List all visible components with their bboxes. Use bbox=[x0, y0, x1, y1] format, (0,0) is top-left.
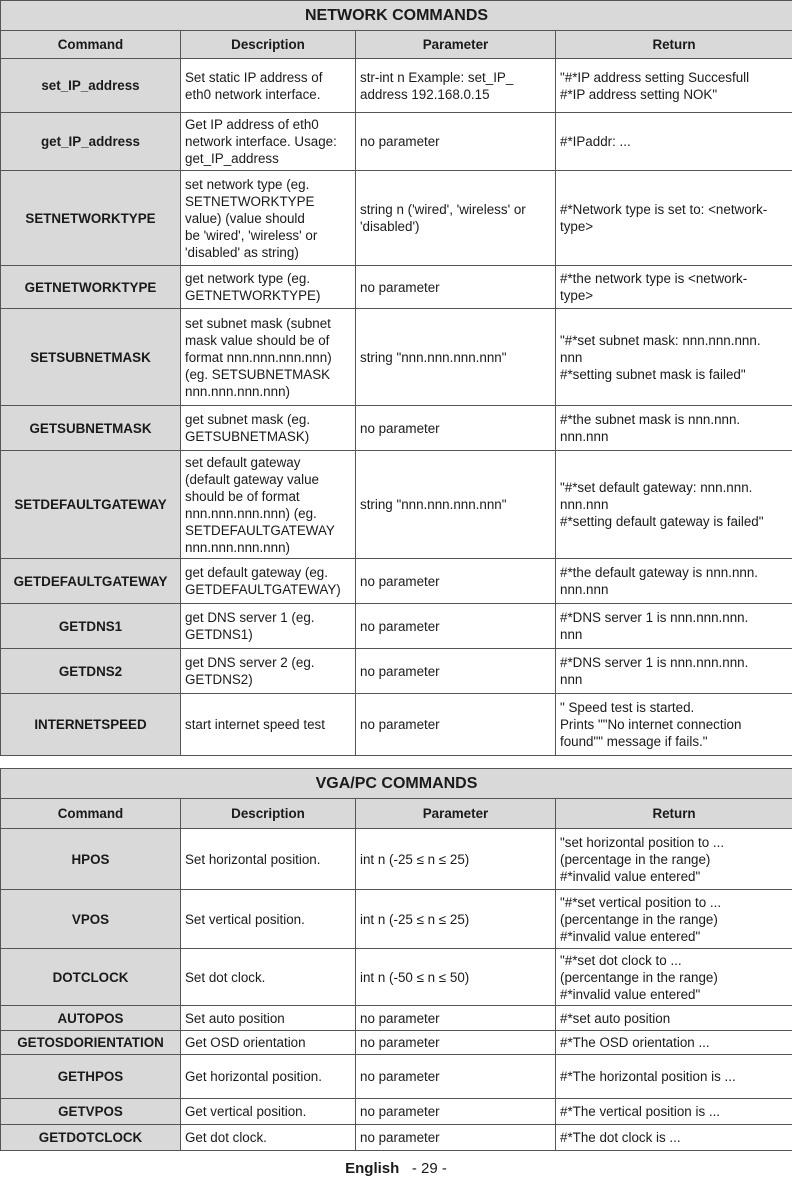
description-cell: start internet speed test bbox=[181, 694, 356, 756]
return-cell: #*set auto position bbox=[556, 1006, 792, 1031]
table-row bbox=[1, 406, 792, 451]
description-cell: Get IP address of eth0 network interface. Usage: get_IP_address bbox=[181, 113, 356, 171]
table-row bbox=[1, 1125, 792, 1151]
table-row bbox=[1, 890, 792, 949]
command-cell: GETVPOS bbox=[1, 1099, 181, 1125]
parameter-cell: no parameter bbox=[356, 266, 556, 309]
command-cell: GETNETWORKTYPE bbox=[1, 266, 181, 309]
parameter-cell: int n (-25 ≤ n ≤ 25) bbox=[356, 890, 556, 949]
parameter-cell: no parameter bbox=[356, 1099, 556, 1125]
parameter-cell: string "nnn.nnn.nnn.nnn" bbox=[356, 309, 556, 406]
description-cell: set subnet mask (subnet mask value should be of format nnn.nnn.nnn.nnn) (eg. SETSUBNETMASK nnn.nnn.nnn.nnn) bbox=[181, 309, 356, 406]
parameter-cell: no parameter bbox=[356, 1006, 556, 1031]
parameter-cell: int n (-25 ≤ n ≤ 25) bbox=[356, 829, 556, 890]
table-row bbox=[1, 59, 792, 113]
return-cell: #*The dot clock is ... bbox=[556, 1125, 792, 1151]
table-row bbox=[1, 171, 792, 266]
table-row bbox=[1, 649, 792, 694]
column-header-command: Command bbox=[1, 799, 181, 829]
parameter-cell: no parameter bbox=[356, 694, 556, 756]
return-cell: #*IPaddr: ... bbox=[556, 113, 792, 171]
return-cell: #*The vertical position is ... bbox=[556, 1099, 792, 1125]
description-cell: Get dot clock. bbox=[181, 1125, 356, 1151]
page-number: - 29 - bbox=[411, 1160, 447, 1177]
footer-language: English bbox=[345, 1160, 400, 1177]
network-table-title: NETWORK COMMANDS bbox=[1, 1, 792, 31]
parameter-cell: string n ('wired', 'wireless' or 'disabled') bbox=[356, 171, 556, 266]
command-cell: VPOS bbox=[1, 890, 181, 949]
command-cell: set_IP_address bbox=[1, 59, 181, 113]
command-cell: get_IP_address bbox=[1, 113, 181, 171]
column-header-description: Description bbox=[181, 31, 356, 59]
parameter-cell: no parameter bbox=[356, 604, 556, 649]
table-row bbox=[1, 266, 792, 309]
table-row bbox=[1, 309, 792, 406]
return-cell: "#*IP address setting Succesfull #*IP address setting NOK" bbox=[556, 59, 792, 113]
table-row bbox=[1, 1099, 792, 1125]
description-cell: Get OSD orientation bbox=[181, 1031, 356, 1055]
command-cell: GETDNS1 bbox=[1, 604, 181, 649]
return-cell: #*the subnet mask is nnn.nnn. nnn.nnn bbox=[556, 406, 792, 451]
return-cell: "#*set subnet mask: nnn.nnn.nnn. nnn #*setting subnet mask is failed" bbox=[556, 309, 792, 406]
command-cell: GETDOTCLOCK bbox=[1, 1125, 181, 1151]
return-cell: "#*set vertical position to ... (percentange in the range) #*invalid value entered" bbox=[556, 890, 792, 949]
description-cell: get DNS server 2 (eg. GETDNS2) bbox=[181, 649, 356, 694]
vga-pc-commands-table bbox=[0, 768, 792, 1151]
parameter-cell: no parameter bbox=[356, 1031, 556, 1055]
return-cell: "set horizontal position to ... (percentage in the range) #*invalid value entered" bbox=[556, 829, 792, 890]
command-cell: INTERNETSPEED bbox=[1, 694, 181, 756]
command-cell: GETDNS2 bbox=[1, 649, 181, 694]
table-row bbox=[1, 451, 792, 559]
parameter-cell: no parameter bbox=[356, 559, 556, 604]
table-row bbox=[1, 694, 792, 756]
table-row bbox=[1, 1006, 792, 1031]
command-cell: GETOSDORIENTATION bbox=[1, 1031, 181, 1055]
table-row bbox=[1, 604, 792, 649]
description-cell: get network type (eg. GETNETWORKTYPE) bbox=[181, 266, 356, 309]
command-cell: HPOS bbox=[1, 829, 181, 890]
column-header-return: Return bbox=[556, 31, 792, 59]
column-header-command: Command bbox=[1, 31, 181, 59]
description-cell: Set horizontal position. bbox=[181, 829, 356, 890]
table-row bbox=[1, 829, 792, 890]
description-cell: Set static IP address of eth0 network interface. bbox=[181, 59, 356, 113]
description-cell: Set vertical position. bbox=[181, 890, 356, 949]
description-cell: get default gateway (eg. GETDEFAULTGATEWAY) bbox=[181, 559, 356, 604]
description-cell: set default gateway (default gateway value should be of format nnn.nnn.nnn.nnn) (eg. SETDEFAULTGATEWAY nnn.nnn.nnn.nnn) bbox=[181, 451, 356, 559]
return-cell: " Speed test is started. Prints ""No internet connection found"" message if fails." bbox=[556, 694, 792, 756]
description-cell: Get horizontal position. bbox=[181, 1055, 356, 1099]
return-cell: "#*set dot clock to ... (percentange in the range) #*invalid value entered" bbox=[556, 949, 792, 1006]
parameter-cell: string "nnn.nnn.nnn.nnn" bbox=[356, 451, 556, 559]
parameter-cell: no parameter bbox=[356, 1125, 556, 1151]
parameter-cell: int n (-50 ≤ n ≤ 50) bbox=[356, 949, 556, 1006]
description-cell: Get vertical position. bbox=[181, 1099, 356, 1125]
description-cell: get DNS server 1 (eg. GETDNS1) bbox=[181, 604, 356, 649]
table-row bbox=[1, 559, 792, 604]
return-cell: #*Network type is set to: <network- type> bbox=[556, 171, 792, 266]
column-header-parameter: Parameter bbox=[356, 31, 556, 59]
command-cell: GETHPOS bbox=[1, 1055, 181, 1099]
return-cell: "#*set default gateway: nnn.nnn. nnn.nnn #*setting default gateway is failed" bbox=[556, 451, 792, 559]
table-row bbox=[1, 1055, 792, 1099]
return-cell: #*The horizontal position is ... bbox=[556, 1055, 792, 1099]
vga-table-title: VGA/PC COMMANDS bbox=[1, 769, 792, 799]
return-cell: #*DNS server 1 is nnn.nnn.nnn. nnn bbox=[556, 604, 792, 649]
command-cell: DOTCLOCK bbox=[1, 949, 181, 1006]
command-cell: GETDEFAULTGATEWAY bbox=[1, 559, 181, 604]
return-cell: #*The OSD orientation ... bbox=[556, 1031, 792, 1055]
parameter-cell: str-int n Example: set_IP_ address 192.168.0.15 bbox=[356, 59, 556, 113]
table-row bbox=[1, 1031, 792, 1055]
command-cell: SETSUBNETMASK bbox=[1, 309, 181, 406]
parameter-cell: no parameter bbox=[356, 113, 556, 171]
column-header-parameter: Parameter bbox=[356, 799, 556, 829]
column-header-return: Return bbox=[556, 799, 792, 829]
page-footer bbox=[0, 1160, 792, 1177]
command-cell: SETNETWORKTYPE bbox=[1, 171, 181, 266]
command-cell: GETSUBNETMASK bbox=[1, 406, 181, 451]
description-cell: get subnet mask (eg. GETSUBNETMASK) bbox=[181, 406, 356, 451]
return-cell: #*DNS server 1 is nnn.nnn.nnn. nnn bbox=[556, 649, 792, 694]
command-cell: SETDEFAULTGATEWAY bbox=[1, 451, 181, 559]
parameter-cell: no parameter bbox=[356, 406, 556, 451]
return-cell: #*the network type is <network- type> bbox=[556, 266, 792, 309]
parameter-cell: no parameter bbox=[356, 1055, 556, 1099]
column-header-description: Description bbox=[181, 799, 356, 829]
description-cell: set network type (eg. SETNETWORKTYPE value) (value should be 'wired', 'wireless' or 'disabled' as string) bbox=[181, 171, 356, 266]
table-row bbox=[1, 113, 792, 171]
table-row bbox=[1, 949, 792, 1006]
description-cell: Set auto position bbox=[181, 1006, 356, 1031]
return-cell: #*the default gateway is nnn.nnn. nnn.nnn bbox=[556, 559, 792, 604]
description-cell: Set dot clock. bbox=[181, 949, 356, 1006]
parameter-cell: no parameter bbox=[356, 649, 556, 694]
command-cell: AUTOPOS bbox=[1, 1006, 181, 1031]
